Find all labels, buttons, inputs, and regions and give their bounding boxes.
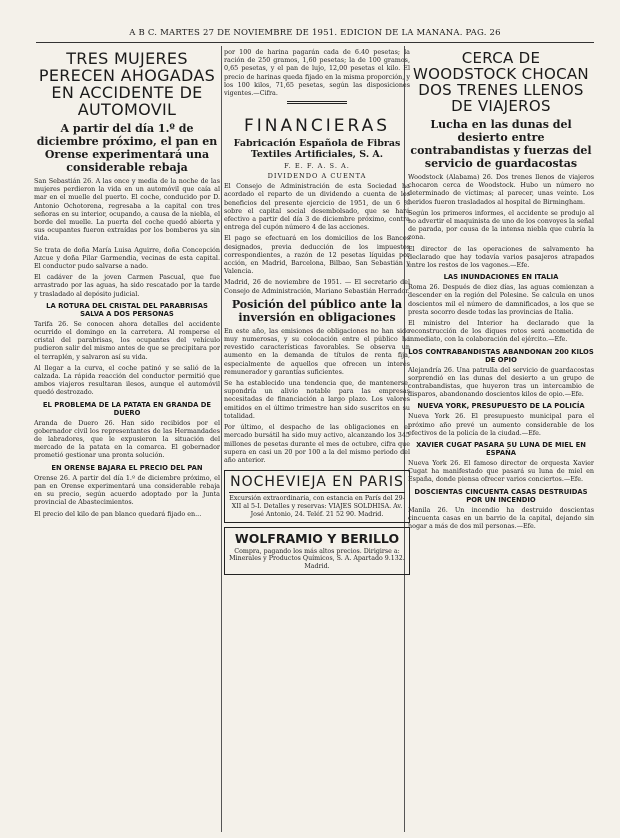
column-rule xyxy=(221,46,222,832)
section-heading: EL PROBLEMA DE LA PATATA EN GRANDA DE DUERO xyxy=(42,400,212,417)
article-paragraph: Al llegar a la curva, el coche patinó y se salió de la calzada. La rápida reacción del conductor permitió que ambos viajeros resultaran ilesos, aunque el automóvil quedó destrozado. xyxy=(34,363,220,397)
article-paragraph: Madrid, 26 de noviembre de 1951. — El secretario del Consejo de Administración, Mariano Sebastián Herrador. xyxy=(224,278,410,295)
dividend-heading: DIVIDENDO A CUENTA xyxy=(267,172,367,181)
article-paragraph: El pago se efectuará en los domicilios de los Bancos designados, previa deducción de los impuestos correspondientes, a razón de 12 pesetas líquidas por acción, en Madrid, Barcelona, Bilbao, San Sebastián y Valencia. xyxy=(224,234,410,276)
article-paragraph: Manila 26. Un incendio ha destruido doscientas cincuenta casas en un barrio de la capital, dejando sin hogar a más de dos mil personas.—Efe. xyxy=(408,505,594,531)
article-paragraph: En este año, las emisiones de obligaciones no han sido muy numerosas, y su colocación entre el público ha revestido características favorables. Se observa un aumento en la demanda de títulos de renta fija, especialmente de aquellos que ofrecen un interés remunerador y garantías suficientes. xyxy=(224,326,410,376)
article-paragraph: Se trata de doña María Luisa Aguirre, doña Concepción Azcue y doña Pilar Garmendia, vecinas de esta capital. El conductor pudo salvarse a nado. xyxy=(34,245,220,271)
article-paragraph: Roma 26. Después de diez días, las aguas comienzan a descender en la región del Polesine. Se calcula en unos doscientos mil el número de damnificados, a los que se presta socorro desde todas las provincias de Italia. xyxy=(408,283,594,316)
article-paragraph: por 100 de harina pagarán cada de 6.40 pesetas; la ración de 250 gramos, 1,60 pesetas; la de 100 gramos, 0,65 pesetas, y el pan de lujo, 12,00 pesetas el kilo. El precio de harinas queda fijado en la misma proporción, y los 100 kilos, 71,65 pesetas, según las disposiciones vigentes.—Cifra. xyxy=(224,48,410,98)
article-paragraph: Woodstock (Alabama) 26. Dos trenes llenos de viajeros chocaron cerca de Woodstock. Hubo un número no determinado de víctimas; al parecer, unas veinte. Los heridos fueron trasladados al hospital de Birmingham. xyxy=(408,173,594,206)
article-paragraph: El Consejo de Administración de esta Sociedad ha acordado el reparto de un dividendo a cuenta de los beneficios del presente ejercicio de 1951, de un 6 % sobre el capital social desembolsado, que se hará efectivo a partir del día 3 de diciembre próximo, contra entrega del cupón número 4 de las acciones. xyxy=(224,182,410,232)
article-paragraph: El precio del kilo de pan blanco quedará fijado en... xyxy=(34,509,202,518)
company-abbrev: F. E. F. A. S. A. xyxy=(284,162,350,171)
article-paragraph: Orense 26. A partir del día 1.º de diciembre próximo, el pan en Orense experimentará una considerable rebaja en su precio, según acuerdo adoptado por la Junta provincial de Abastecimientos. xyxy=(34,473,220,507)
page-masthead: A B C. MARTES 27 DE NOVIEMBRE DE 1951. EDICION DE LA MAÑANA. PAG. 26 xyxy=(36,28,594,43)
section-heading: XAVIER CUGAT PASARA SU LUNA DE MIEL EN ESPAÑA xyxy=(416,441,586,458)
headline-woodstock: CERCA DE WOODSTOCK CHOCAN DOS TRENES LLENOS DE VIAJEROS xyxy=(413,49,589,115)
headline-mujeres: TRES MUJERES PERECEN AHOGADAS EN ACCIDENTE DE AUTOMOVIL xyxy=(38,49,216,119)
article-paragraph: El cadáver de la joven Carmen Pascual, que fue arrastrado por las aguas, ha sido rescatado por la tarde y trasladado al depósito judicial. xyxy=(34,273,220,298)
ad-text: Compra, pagando los más altos precios. Dirigirse a: Minerales y Productos Químicos, S. A. Apartado 9.132. Madrid. xyxy=(229,547,405,571)
section-heading: LOS CONTRABANDISTAS ABANDONAN 200 KILOS DE OPIO xyxy=(408,347,594,364)
column-center xyxy=(224,48,410,830)
article-paragraph: Nueva York 26. El presupuesto municipal para el próximo año prevé un aumento considerable de los efectivos de la policía de la ciudad.—Efe. xyxy=(408,412,594,437)
article-paragraph: Aranda de Duero 26. Han sido recibidos por el gobernador civil los representantes de las Hermandades de labradores, que le expusieron la situación del mercado de la patata en la comarca. El gobernador prometió gestionar una pronta solución. xyxy=(34,418,220,460)
article-paragraph: El ministro del Interior ha declarado que la reconstrucción de los diques rotos será acometida de inmediato, con la colaboración del ejército.—Efe. xyxy=(408,319,594,344)
article-paragraph: Alejandría 26. Una patrulla del servicio de guardacostas sorprendió en las dunas del desierto a un grupo de contrabandistas, que huyeron tras un intercambio de disparos, abandonando doscientos kilos de opio.—Efe. xyxy=(408,365,594,399)
company-name: Fabricación Española de Fibras Textiles Artificiales, S. A. xyxy=(233,138,401,161)
section-heading: EN ORENSE BAJARA EL PRECIO DEL PAN xyxy=(51,463,203,472)
section-divider xyxy=(287,101,347,110)
section-heading: DOSCIENTAS CINCUENTA CASAS DESTRUIDAS POR UN INCENDIO xyxy=(414,487,588,504)
article-paragraph: Según los primeros informes, el accidente se produjo al no advertir el maquinista de uno de los convoyes la señal de parada, por causa de la intensa niebla que cubría la zona. xyxy=(408,208,594,242)
article-paragraph: Tarifa 26. Se conocen ahora detalles del accidente ocurrido el domingo en la carretera. Al romperse el cristal del parabrisas, los ocupantes del vehículo pudieron salir del mismo antes de que se precipitara por el terraplén, y salvaron así su vida. xyxy=(34,319,220,361)
advertisement-nochevieja xyxy=(224,470,410,522)
section-heading: NUEVA YORK, PRESUPUESTO DE LA POLICÍA xyxy=(417,402,585,411)
article-paragraph: San Sebastián 26. A las once y media de la noche de las mujeres perdieron la vida en un automóvil que caía al mar en el muelle del puerto. El coche, conducido por D. Antonio Ochotorena, regresaba a la capital con tres señoras en su interior, ocupando, a causa de la niebla, el borde del muelle. La puerta del coche quedó abierta y sus ocupantes fueron extraídas por los bomberos ya sin vida. xyxy=(34,177,220,243)
ad-title: WOLFRAMIO Y BERILLO xyxy=(234,530,400,546)
advertisement-wolframio xyxy=(224,527,410,575)
section-title-financieras: FINANCIERAS xyxy=(243,116,391,137)
ad-text: Excursión extraordinaria, con estancia en París del 29-XII al 5-I. Detalles y reservas: VIAJES SOLDHISA. Av. José Antonio, 24. Teléf. 21 52 90. Madrid. xyxy=(229,495,405,518)
article-paragraph: El director de las operaciones de salvamento ha declarado que hay todavía varios pasajeros atrapados entre los restos de los vagones.—Efe. xyxy=(408,244,594,270)
article-paragraph: Nueva York 26. El famoso director de orquesta Xavier Cugat ha manifestado que pasará su luna de miel en España, donde piensa ofrecer varios conciertos.—Efe. xyxy=(408,459,594,484)
headline-obligaciones: Posición del público ante la inversión en obligaciones xyxy=(231,297,403,324)
section-heading: LAS INUNDACIONES EN ITALIA xyxy=(443,273,559,282)
article-paragraph: Por último, el despacho de las obligaciones en el mercado bursátil ha sido muy activo, alcanzando los 345 millones de pesetas durante el mes de octubre, cifra que supera en casi un 20 por 100 a la del mismo periodo del año anterior. xyxy=(224,423,410,464)
ad-title: NOCHEVIEJA EN PARIS xyxy=(229,474,405,493)
column-left xyxy=(34,48,220,830)
section-heading: LA ROTURA DEL CRISTAL DEL PARABRISAS SALVA A DOS PERSONAS xyxy=(46,301,208,318)
subheadline-contrabandistas: Lucha en las dunas del desierto entre contrabandistas y fuerzas del servicio de guardacostas xyxy=(410,118,592,170)
column-right xyxy=(408,48,594,830)
article-paragraph: Se ha establecido una tendencia que, de mantenerse, supondría un alivio notable para las empresas necesitadas de financiación a largo plazo. Los valores emitidos en el último trimestre han sido suscritos en su totalidad. xyxy=(224,379,410,420)
subheadline-pan-orense: A partir del día 1.º de diciembre próximo, el pan en Orense experimentará una considerable rebaja xyxy=(36,122,218,174)
